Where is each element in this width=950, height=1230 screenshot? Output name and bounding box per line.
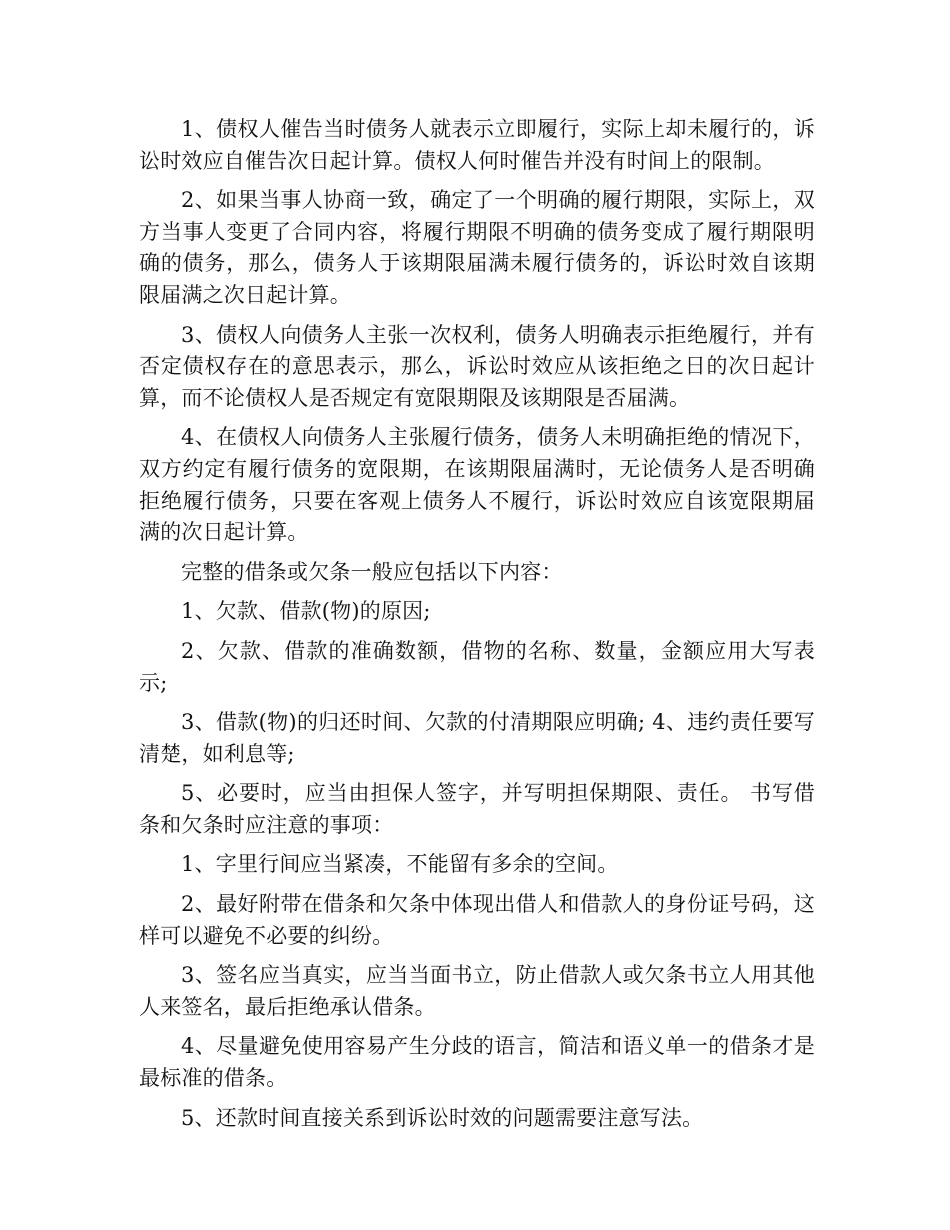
document-body <box>139 114 815 1134</box>
paragraph-14: 5、还款时间直接关系到诉讼时效的问题需要注意写法。 <box>181 1105 704 1130</box>
paragraph-8: 3、借款(物)的归还时间、欠款的付清期限应明确; 4、违约责任要写清楚，如利息等; <box>139 710 815 766</box>
paragraph-12: 3、签名应当真实，应当当面书立，防止借款人或欠条书立人用其他人来签名，最后拒绝承认借条。 <box>139 963 815 1019</box>
paragraph-10: 1、字里行间应当紧凑，不能留有多余的空间。 <box>181 852 619 877</box>
paragraph-5: 完整的借条或欠条一般应包括以下内容： <box>181 559 563 584</box>
paragraph-9: 5、必要时，应当由担保人签字，并写明担保期限、责任。 书写借条和欠条时应注意的事项： <box>139 781 815 837</box>
paragraph-7: 2、欠款、借款的准确数额，借物的名称、数量，金额应用大写表示; <box>139 638 815 695</box>
paragraph-4: 4、在债权人向债务人主张履行债务，债务人未明确拒绝的情况下，双方约定有履行债务的宽限期，在该期限届满时，无论债务人是否明确拒绝履行债务，只要在客观上债务人不履行，诉讼时效应自该宽限期届满的次日起计算。 <box>139 425 815 545</box>
paragraph-2: 2、如果当事人协商一致，确定了一个明确的履行期限，实际上，双方当事人变更了合同内容，将履行期限不明确的债务变成了履行期限明确的债务，那么，债务人于该期限届满未履行债务的，诉讼时效自该期限届满之次日起计算。 <box>139 188 815 307</box>
paragraph-3: 3、债权人向债务人主张一次权利，债务人明确表示拒绝履行，并有否定债权存在的意思表示，那么，诉讼时效应从该拒绝之日的次日起计算，而不论债权人是否规定有宽限期限及该期限是否届满。 <box>139 322 815 410</box>
paragraph-1: 1、债权人催告当时债务人就表示立即履行，实际上却未履行的，诉讼时效应自催告次日起计算。债权人何时催告并没有时间上的限制。 <box>139 117 815 173</box>
paragraph-13: 4、尽量避免使用容易产生分歧的语言，简洁和语义单一的借条才是最标准的借条。 <box>139 1034 815 1091</box>
paragraph-11: 2、最好附带在借条和欠条中体现出借人和借款人的身份证号码，这样可以避免不必要的纠纷。 <box>139 892 815 948</box>
paragraph-6: 1、欠款、借款(物)的原因; <box>181 599 431 624</box>
